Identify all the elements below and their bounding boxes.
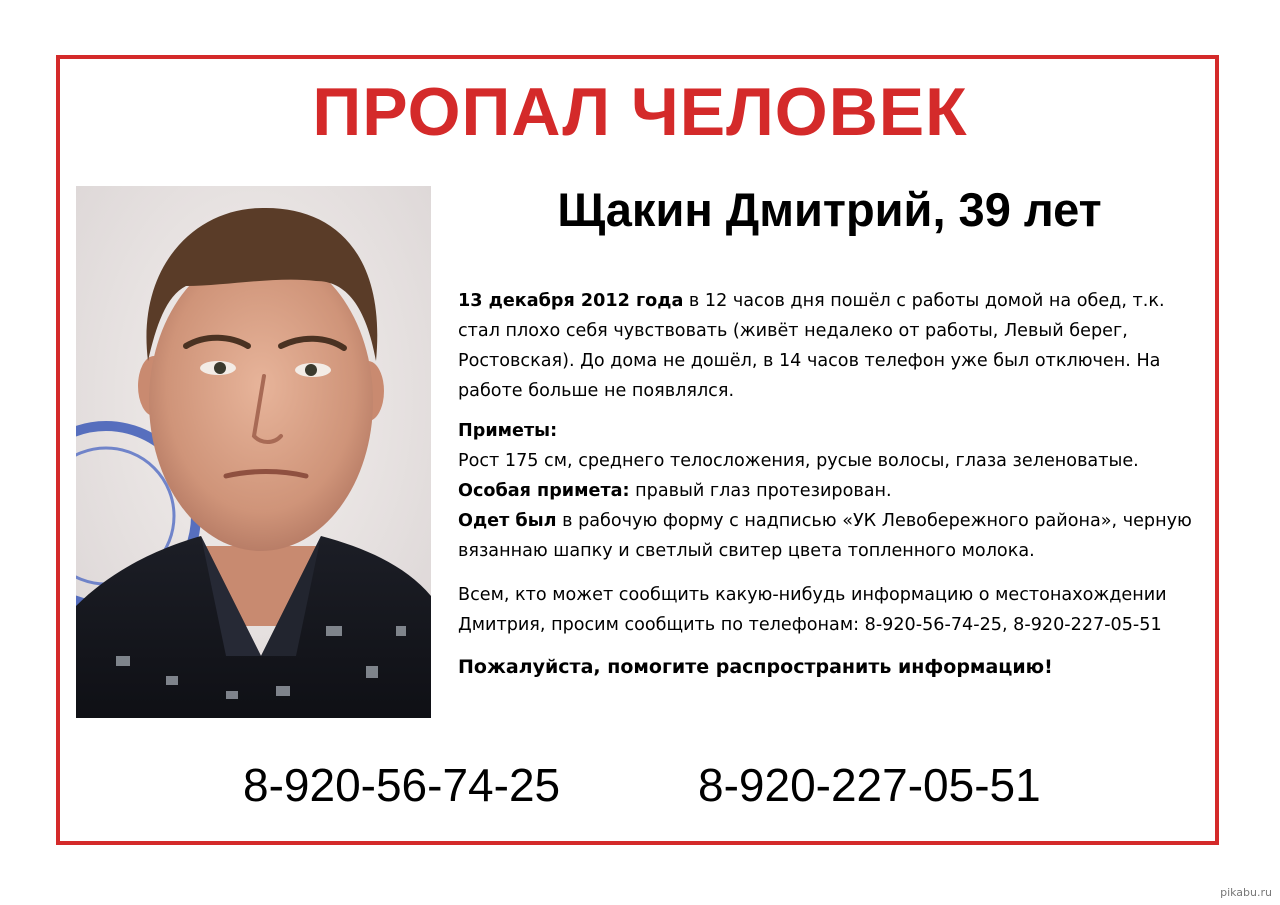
poster-title: ПРОПАЛ ЧЕЛОВЕК bbox=[312, 74, 968, 150]
story-date: 13 декабря 2012 года bbox=[458, 291, 684, 311]
person-photo bbox=[76, 186, 431, 718]
person-name: Щакин Дмитрий, 39 лет bbox=[557, 183, 1102, 236]
special-sign bbox=[458, 476, 1206, 506]
special-label: Особая примета: bbox=[458, 481, 630, 501]
contact-paragraph: Всем, кто может сообщить какую-нибудь информацию о местонахождении Дмитрия, просим сообщить по телефонам: 8-920-56-74-25, 8-920-227-05-51 bbox=[458, 585, 1167, 635]
appeal-text: Пожалуйста, помогите распространить информацию! bbox=[458, 656, 1053, 678]
clothes-paragraph bbox=[458, 506, 1206, 566]
phone-number-2: 8-920-227-05-51 bbox=[698, 759, 1041, 811]
special-text: правый глаз протезирован. bbox=[629, 481, 892, 501]
phone-numbers bbox=[0, 755, 1280, 815]
clothes-label: Одет был bbox=[458, 511, 557, 531]
signs-text: Рост 175 см, среднего телосложения, русые волосы, глаза зеленоватые. bbox=[458, 451, 1139, 471]
watermark: pikabu.ru bbox=[1220, 886, 1272, 899]
poster-body bbox=[458, 286, 1206, 682]
story-text: в 12 часов дня пошёл с работы домой на обед, т.к. стал плохо себя чувствовать (живёт недалеко от работы, Левый берег, Ростовская). До дома не дошёл, в 14 часов телефон уже был отключен. На работе больше не появлялся. bbox=[458, 291, 1165, 401]
phone-number-1: 8-920-56-74-25 bbox=[243, 759, 561, 811]
clothes-text: в рабочую форму с надписью «УК Левобережного района», черную вязаннаю шапку и светлый свитер цвета топленного молока. bbox=[458, 511, 1192, 561]
signs-heading: Приметы: bbox=[458, 421, 558, 441]
story-paragraph bbox=[458, 286, 1206, 406]
